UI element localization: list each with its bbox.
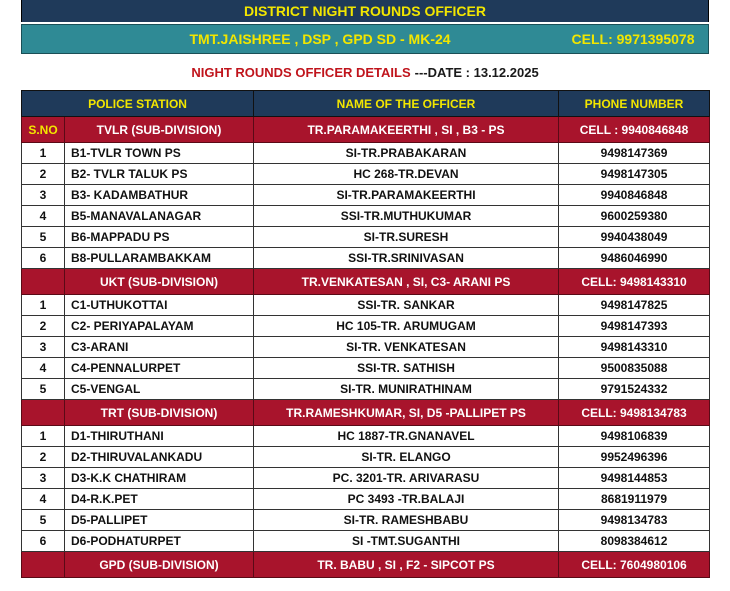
row-station: C1-UTHUKOTTAI xyxy=(65,295,254,316)
sub-division-name: GPD (SUB-DIVISION) xyxy=(65,552,254,578)
sub-division-officer: TR. BABU , SI , F2 - SIPCOT PS xyxy=(254,552,559,578)
row-sno: 3 xyxy=(22,185,65,206)
row-sno: 1 xyxy=(22,143,65,164)
sub-division-sno-label xyxy=(22,552,65,578)
row-station: D6-PODHATURPET xyxy=(65,531,254,552)
row-phone: 9600259380 xyxy=(559,206,710,227)
row-phone: 9498143310 xyxy=(559,337,710,358)
row-station: C4-PENNALURPET xyxy=(65,358,254,379)
row-officer: SI-TR. ELANGO xyxy=(254,447,559,468)
details-subtitle xyxy=(21,54,709,90)
details-label: NIGHT ROUNDS OFFICER DETAILS xyxy=(191,64,411,80)
row-station: B2- TVLR TALUK PS xyxy=(65,164,254,185)
row-station: C2- PERIYAPALAYAM xyxy=(65,316,254,337)
row-station: B8-PULLARAMBAKKAM xyxy=(65,248,254,269)
row-officer: SI-TR.SURESH xyxy=(254,227,559,248)
table-row xyxy=(22,447,710,468)
row-phone: 8098384612 xyxy=(559,531,710,552)
row-phone: 9952496396 xyxy=(559,447,710,468)
row-phone: 9791524332 xyxy=(559,379,710,400)
row-officer: SSI-TR.SRINIVASAN xyxy=(254,248,559,269)
sub-division-sno-label xyxy=(22,269,65,295)
table-row xyxy=(22,379,710,400)
sub-division-sno-label: S.NO xyxy=(22,117,65,143)
sub-division-sno-label xyxy=(22,400,65,426)
row-officer: SI-TR.PRABAKARAN xyxy=(254,143,559,164)
table-row xyxy=(22,248,710,269)
row-phone: 9940846848 xyxy=(559,185,710,206)
row-station: D4-R.K.PET xyxy=(65,489,254,510)
row-station: D5-PALLIPET xyxy=(65,510,254,531)
row-officer: SI-TR. RAMESHBABU xyxy=(254,510,559,531)
sub-division-row xyxy=(22,552,710,578)
row-sno: 3 xyxy=(22,468,65,489)
row-sno: 1 xyxy=(22,426,65,447)
row-officer: PC 3493 -TR.BALAJI xyxy=(254,489,559,510)
table-row xyxy=(22,143,710,164)
sub-division-name: TVLR (SUB-DIVISION) xyxy=(65,117,254,143)
row-officer: HC 105-TR. ARUMUGAM xyxy=(254,316,559,337)
row-station: C5-VENGAL xyxy=(65,379,254,400)
row-phone: 9500835088 xyxy=(559,358,710,379)
row-officer: SSI-TR. SANKAR xyxy=(254,295,559,316)
row-station: D2-THIRUVALANKADU xyxy=(65,447,254,468)
row-station: B1-TVLR TOWN PS xyxy=(65,143,254,164)
table-row xyxy=(22,468,710,489)
table-row xyxy=(22,510,710,531)
row-phone: 9498106839 xyxy=(559,426,710,447)
row-officer: SI-TR. MUNIRATHINAM xyxy=(254,379,559,400)
table-row xyxy=(22,164,710,185)
col-header-phone: PHONE NUMBER xyxy=(559,91,710,117)
table-row xyxy=(22,531,710,552)
officer-table xyxy=(21,90,710,578)
row-phone: 9940438049 xyxy=(559,227,710,248)
sub-division-name: TRT (SUB-DIVISION) xyxy=(65,400,254,426)
row-phone: 9498147369 xyxy=(559,143,710,164)
table-row xyxy=(22,489,710,510)
row-officer: SSI-TR.MUTHUKUMAR xyxy=(254,206,559,227)
row-station: B3- KADAMBATHUR xyxy=(65,185,254,206)
sub-division-row xyxy=(22,400,710,426)
sub-division-cell: CELL: 9498143310 xyxy=(559,269,710,295)
row-sno: 5 xyxy=(22,510,65,531)
details-date: ---DATE : 13.12.2025 xyxy=(414,64,539,80)
row-phone: 9486046990 xyxy=(559,248,710,269)
row-phone: 9498147825 xyxy=(559,295,710,316)
row-phone: 9498147393 xyxy=(559,316,710,337)
table-row xyxy=(22,185,710,206)
table-row xyxy=(22,206,710,227)
sub-division-cell: CELL : 9940846848 xyxy=(559,117,710,143)
row-officer: HC 1887-TR.GNANAVEL xyxy=(254,426,559,447)
row-sno: 5 xyxy=(22,379,65,400)
row-station: B5-MANAVALANAGAR xyxy=(65,206,254,227)
sheet-title: DISTRICT NIGHT ROUNDS OFFICER xyxy=(21,0,709,22)
row-station: D3-K.K CHATHIRAM xyxy=(65,468,254,489)
table-row xyxy=(22,337,710,358)
table-row xyxy=(22,426,710,447)
row-station: B6-MAPPADU PS xyxy=(65,227,254,248)
table-row xyxy=(22,358,710,379)
district-officer-cell: CELL: 9971395078 xyxy=(571,31,695,47)
roster-sheet xyxy=(21,0,709,578)
table-row xyxy=(22,227,710,248)
row-officer: PC. 3201-TR. ARIVARASU xyxy=(254,468,559,489)
row-sno: 2 xyxy=(22,316,65,337)
row-sno: 4 xyxy=(22,206,65,227)
row-sno: 1 xyxy=(22,295,65,316)
row-sno: 3 xyxy=(22,337,65,358)
row-sno: 5 xyxy=(22,227,65,248)
row-sno: 6 xyxy=(22,248,65,269)
row-officer: SI-TR. VENKATESAN xyxy=(254,337,559,358)
table-header-row xyxy=(22,91,710,117)
table-row xyxy=(22,295,710,316)
row-sno: 2 xyxy=(22,447,65,468)
row-officer: SI-TR.PARAMAKEERTHI xyxy=(254,185,559,206)
sub-division-officer: TR.VENKATESAN , SI, C3- ARANI PS xyxy=(254,269,559,295)
row-officer: SSI-TR. SATHISH xyxy=(254,358,559,379)
row-phone: 9498147305 xyxy=(559,164,710,185)
row-officer: SI -TMT.SUGANTHI xyxy=(254,531,559,552)
row-sno: 2 xyxy=(22,164,65,185)
sub-division-cell: CELL: 7604980106 xyxy=(559,552,710,578)
row-officer: HC 268-TR.DEVAN xyxy=(254,164,559,185)
row-phone: 9498144853 xyxy=(559,468,710,489)
sub-division-row xyxy=(22,269,710,295)
row-phone: 8681911979 xyxy=(559,489,710,510)
row-phone: 9498134783 xyxy=(559,510,710,531)
sub-division-officer: TR.PARAMAKEERTHI , SI , B3 - PS xyxy=(254,117,559,143)
district-officer-name: TMT.JAISHREE , DSP , GPD SD - MK-24 xyxy=(189,31,451,47)
sub-division-row xyxy=(22,117,710,143)
table-row xyxy=(22,316,710,337)
col-header-officer: NAME OF THE OFFICER xyxy=(254,91,559,117)
district-officer-banner xyxy=(21,24,709,54)
col-header-station: POLICE STATION xyxy=(22,91,254,117)
sub-division-name: UKT (SUB-DIVISION) xyxy=(65,269,254,295)
row-station: D1-THIRUTHANI xyxy=(65,426,254,447)
row-sno: 4 xyxy=(22,489,65,510)
row-station: C3-ARANI xyxy=(65,337,254,358)
row-sno: 6 xyxy=(22,531,65,552)
row-sno: 4 xyxy=(22,358,65,379)
sub-division-officer: TR.RAMESHKUMAR, SI, D5 -PALLIPET PS xyxy=(254,400,559,426)
sub-division-cell: CELL: 9498134783 xyxy=(559,400,710,426)
